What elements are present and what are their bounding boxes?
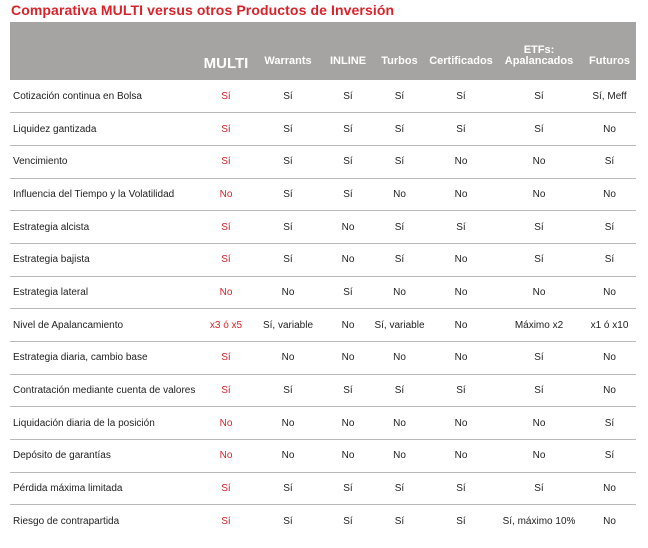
cell-inline: Sí (324, 145, 372, 178)
cell-turbos: Sí (372, 472, 427, 505)
cell-etfs: Sí, máximo 10% (495, 505, 583, 538)
cell-futuros: No (583, 276, 636, 309)
header-multi: MULTI (203, 55, 249, 72)
comparison-table (10, 22, 636, 538)
cell-turbos: Sí, variable (372, 309, 427, 342)
row-label: Vencimiento (10, 145, 200, 178)
table-row (10, 407, 636, 440)
row-label: Estrategia lateral (10, 276, 200, 309)
cell-turbos: Sí (372, 145, 427, 178)
cell-etfs: Sí (495, 211, 583, 244)
cell-inline: Sí (324, 505, 372, 538)
header-blank-cell (10, 22, 200, 80)
header-inline: INLINE (329, 55, 367, 67)
table-header-row (10, 22, 636, 80)
cell-inline: Sí (324, 276, 372, 309)
header-futuros: Futuros (589, 55, 630, 67)
cell-futuros: Sí (583, 145, 636, 178)
cell-futuros: No (583, 374, 636, 407)
cell-certificados: No (427, 178, 495, 211)
header-warrants: Warrants (264, 55, 312, 67)
cell-warrants: Sí (252, 178, 324, 211)
cell-certificados: No (427, 407, 495, 440)
cell-etfs: Sí (495, 243, 583, 276)
cell-warrants: Sí (252, 374, 324, 407)
cell-inline: No (324, 309, 372, 342)
row-label: Liquidación diaria de la posición (10, 407, 200, 440)
table-row (10, 211, 636, 244)
cell-warrants: No (252, 342, 324, 375)
row-label: Nivel de Apalancamiento (10, 309, 200, 342)
cell-inline: Sí (324, 113, 372, 146)
table-row (10, 374, 636, 407)
cell-certificados: Sí (427, 472, 495, 505)
cell-multi: x3 ó x5 (200, 309, 252, 342)
cell-etfs: Sí (534, 90, 544, 102)
cell-inline: Sí (343, 90, 353, 102)
cell-multi: No (200, 407, 252, 440)
table-row (10, 440, 636, 473)
cell-warrants: Sí (252, 113, 324, 146)
cell-warrants: No (252, 407, 324, 440)
cell-multi: Sí (200, 211, 252, 244)
cell-multi: Sí (200, 113, 252, 146)
row-label: Estrategia diaria, cambio base (10, 342, 200, 375)
cell-warrants: Sí (252, 505, 324, 538)
cell-certificados: Sí (456, 90, 466, 102)
cell-certificados: No (427, 145, 495, 178)
cell-certificados: Sí (427, 211, 495, 244)
cell-futuros: Sí (583, 407, 636, 440)
cell-etfs: No (495, 145, 583, 178)
cell-turbos: Sí (372, 374, 427, 407)
cell-inline: No (324, 407, 372, 440)
cell-turbos: No (372, 440, 427, 473)
cell-inline: No (324, 440, 372, 473)
cell-certificados: Sí (427, 505, 495, 538)
cell-futuros: Sí, Meff (592, 90, 627, 102)
table-row (10, 80, 636, 113)
page-title: Comparativa MULTI versus otros Productos de Inversión (11, 2, 395, 18)
cell-warrants: Sí (252, 211, 324, 244)
row-label: Estrategia alcista (10, 211, 200, 244)
table-row (10, 472, 636, 505)
cell-etfs: Sí (495, 374, 583, 407)
table-row (10, 178, 636, 211)
cell-multi: Sí (200, 472, 252, 505)
cell-turbos: No (372, 276, 427, 309)
cell-inline: No (324, 342, 372, 375)
row-label: Depósito de garantías (10, 440, 200, 473)
cell-multi: No (200, 440, 252, 473)
row-label: Pérdida máxima limitada (10, 472, 200, 505)
cell-futuros: No (583, 472, 636, 505)
cell-futuros: Sí (583, 440, 636, 473)
cell-certificados: No (427, 243, 495, 276)
cell-turbos: Sí (372, 113, 427, 146)
cell-certificados: Sí (427, 374, 495, 407)
header-turbos: Turbos (381, 55, 418, 67)
cell-etfs: Sí (495, 113, 583, 146)
table-row (10, 276, 636, 309)
cell-multi: Sí (200, 505, 252, 538)
cell-certificados: No (427, 440, 495, 473)
cell-warrants: Sí (252, 145, 324, 178)
cell-etfs: No (495, 178, 583, 211)
row-label: Riesgo de contrapartida (10, 505, 200, 538)
cell-futuros: No (583, 505, 636, 538)
cell-futuros: x1 ó x10 (583, 309, 636, 342)
cell-etfs: Máximo x2 (495, 309, 583, 342)
cell-etfs: Sí (495, 342, 583, 375)
table-row (10, 243, 636, 276)
header-etfs: ETFs: Apalancados (504, 44, 574, 67)
cell-warrants: Sí, variable (252, 309, 324, 342)
cell-etfs: No (495, 440, 583, 473)
table-row (10, 309, 636, 342)
header-certificados: Certificados (429, 55, 493, 67)
cell-turbos: Sí (394, 90, 405, 102)
cell-turbos: No (372, 342, 427, 375)
cell-futuros: No (583, 342, 636, 375)
cell-turbos: Sí (372, 243, 427, 276)
cell-multi: Sí (200, 243, 252, 276)
cell-multi: Sí (200, 145, 252, 178)
row-label: Cotización continua en Bolsa (13, 90, 142, 102)
cell-multi: No (200, 276, 252, 309)
cell-etfs: No (495, 276, 583, 309)
cell-certificados: No (427, 309, 495, 342)
row-label: Influencia del Tiempo y la Volatilidad (10, 178, 200, 211)
cell-etfs: No (495, 407, 583, 440)
table-row (10, 342, 636, 375)
cell-turbos: No (372, 178, 427, 211)
cell-multi: Sí (200, 342, 252, 375)
cell-certificados: No (427, 342, 495, 375)
cell-multi: Sí (200, 374, 252, 407)
cell-certificados: No (427, 276, 495, 309)
cell-certificados: Sí (427, 113, 495, 146)
cell-inline: No (324, 243, 372, 276)
table-row (10, 145, 636, 178)
table-body (10, 80, 636, 538)
cell-warrants: No (252, 276, 324, 309)
cell-inline: Sí (324, 178, 372, 211)
cell-turbos: No (372, 407, 427, 440)
row-label: Contratación mediante cuenta de valores (10, 374, 200, 407)
cell-etfs: Sí (495, 472, 583, 505)
cell-futuros: No (583, 113, 636, 146)
cell-warrants: Sí (283, 90, 293, 102)
cell-futuros: Sí (583, 243, 636, 276)
cell-inline: No (324, 211, 372, 244)
cell-turbos: Sí (372, 505, 427, 538)
row-label: Liquidez gantizada (10, 113, 200, 146)
table-row (10, 113, 636, 146)
cell-inline: Sí (324, 374, 372, 407)
cell-warrants: Sí (252, 472, 324, 505)
row-label: Estrategia bajista (10, 243, 200, 276)
cell-inline: Sí (324, 472, 372, 505)
cell-multi: No (200, 178, 252, 211)
cell-futuros: No (583, 178, 636, 211)
table-row (10, 505, 636, 538)
cell-warrants: No (252, 440, 324, 473)
cell-futuros: Sí (583, 211, 636, 244)
cell-warrants: Sí (252, 243, 324, 276)
cell-multi: Sí (221, 90, 231, 102)
cell-turbos: Sí (372, 211, 427, 244)
